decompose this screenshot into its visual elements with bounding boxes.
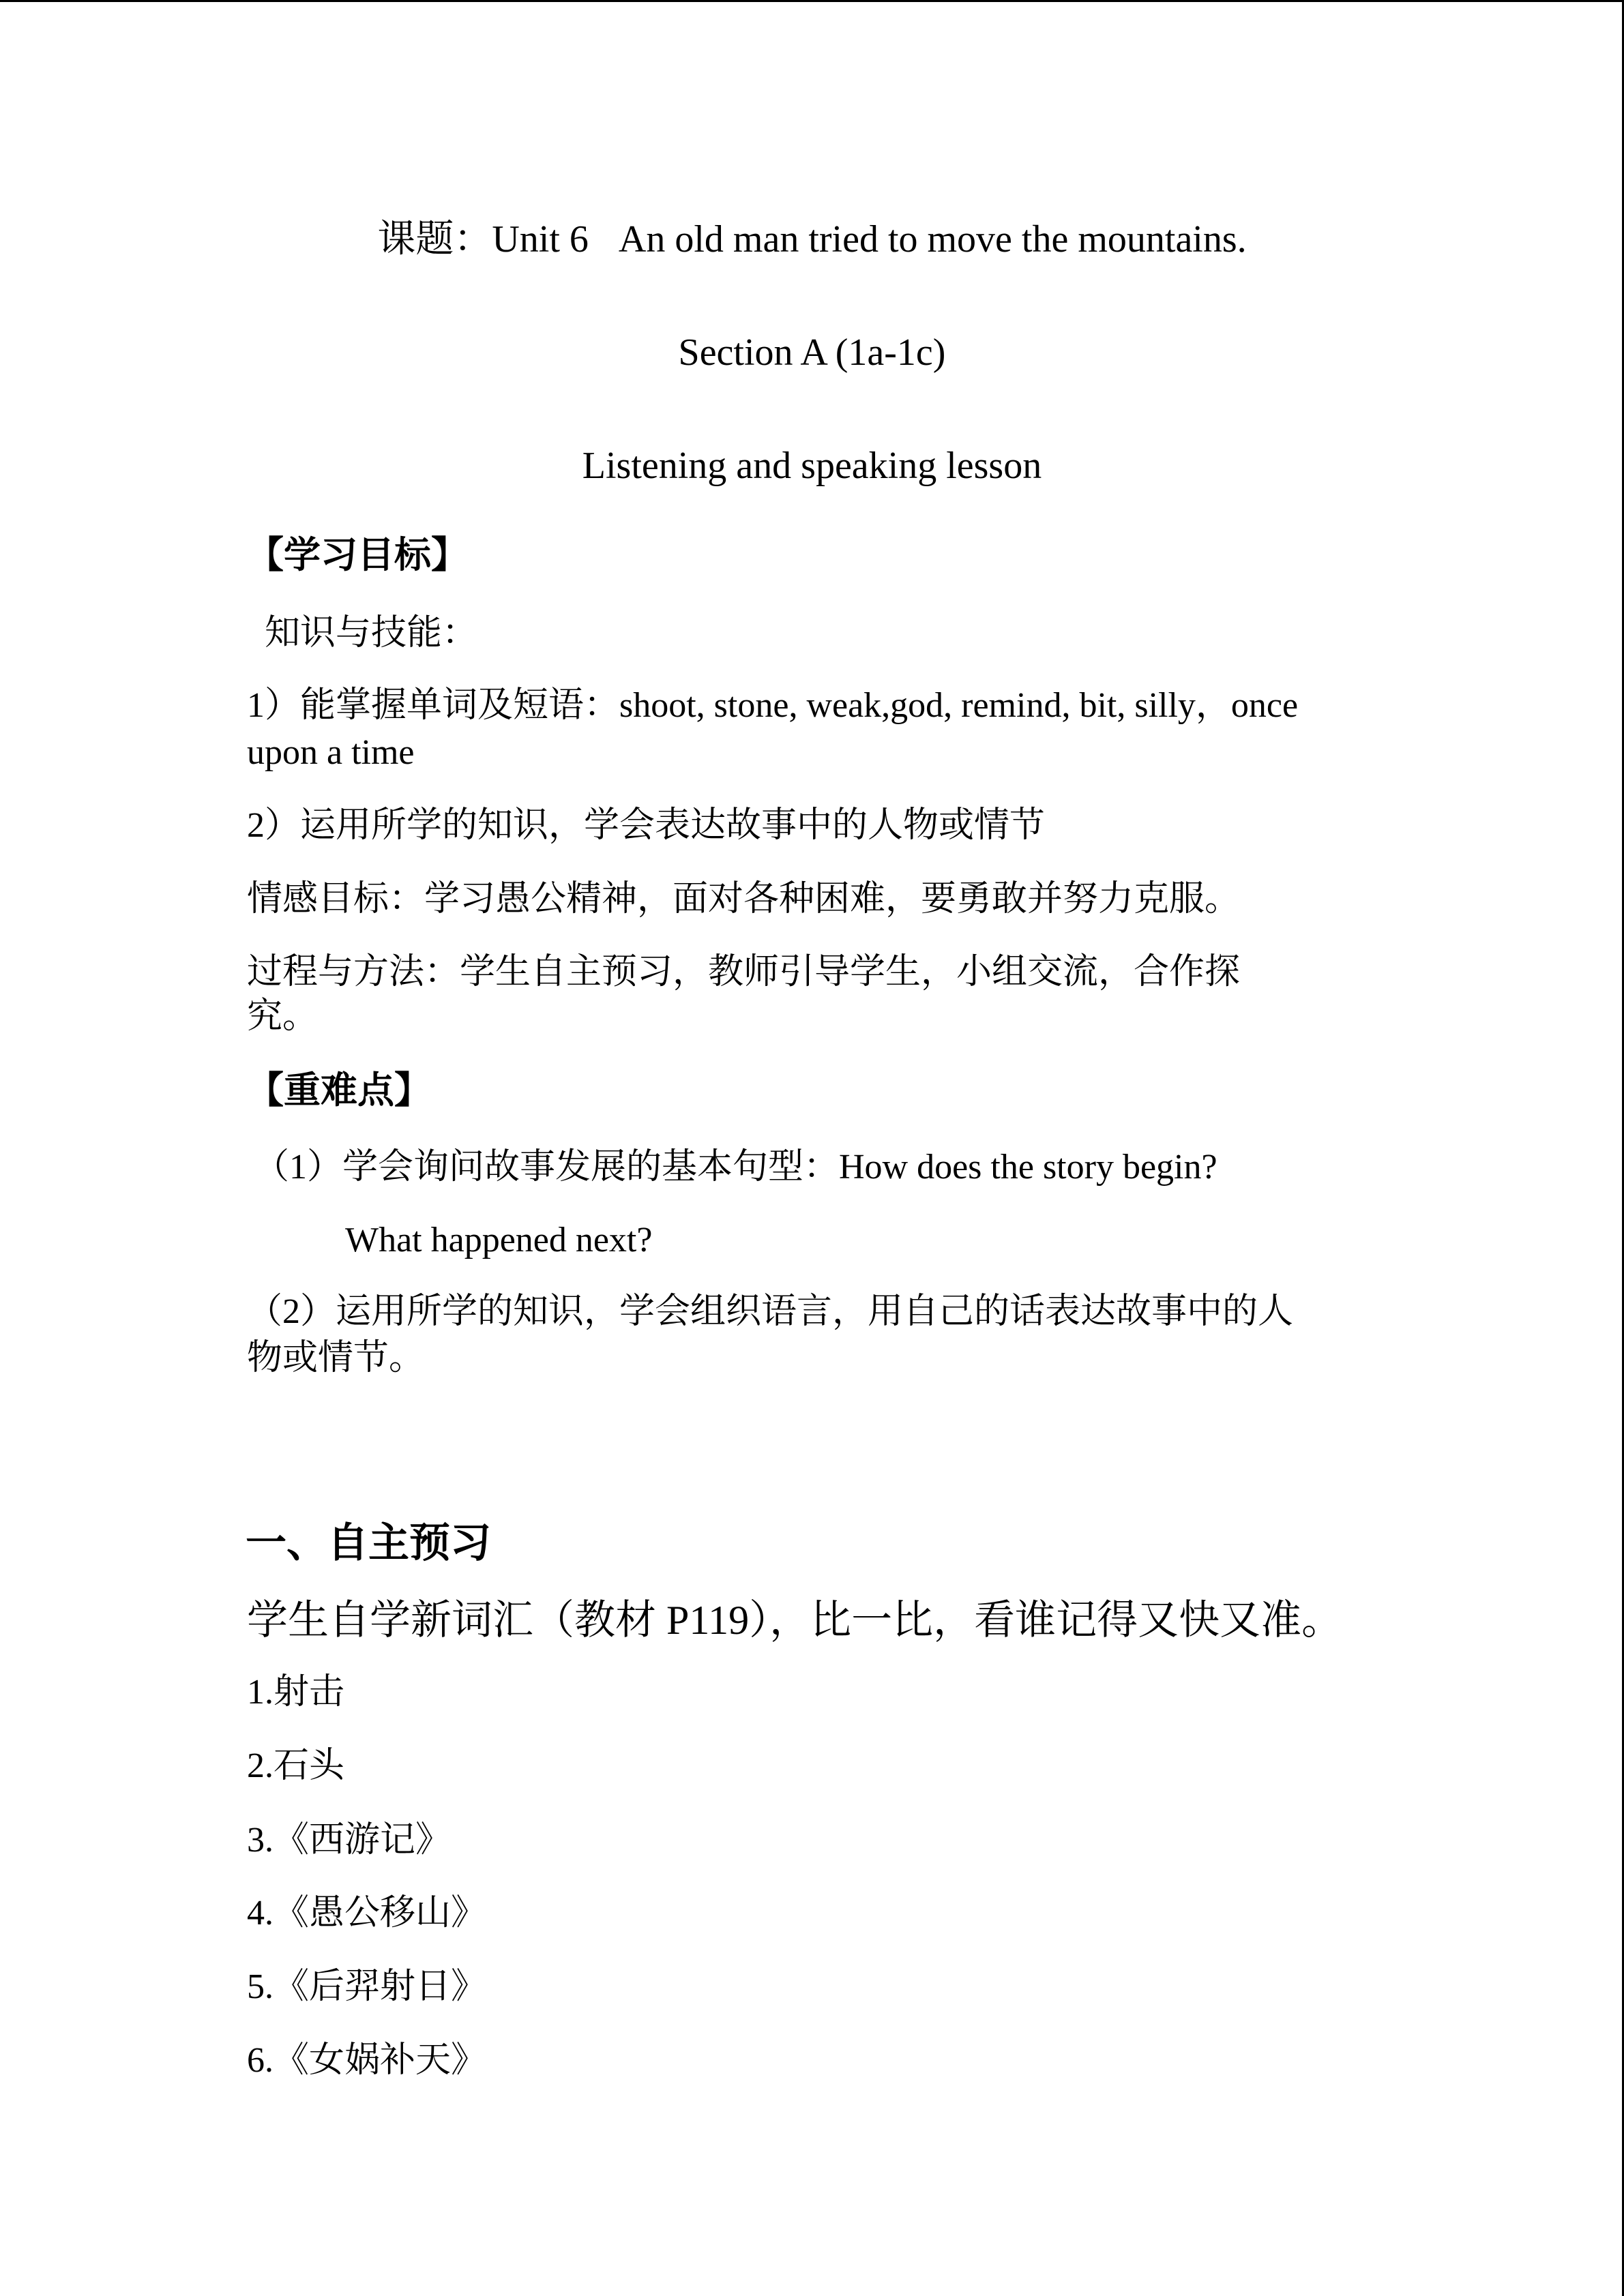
lesson-title [0, 215, 1624, 263]
objective-item-1-cont: upon a time [247, 733, 415, 772]
key-points-heading: 【重难点】 [247, 1069, 431, 1112]
key-point-2-cont: 物或情节。 [247, 1339, 425, 1377]
objective-item-1: 1）能掌握单词及短语：shoot, stone, weak,god, remind, bit, silly，once [247, 686, 1299, 725]
emotion-goal: 情感目标：学习愚公精神，面对各种困难，要勇敢并努力克服。 [247, 880, 1241, 919]
vocab-item: 2.石头 [247, 1746, 345, 1785]
key-point-1: （1）学会询问故事发展的基本句型：How does the story begin? [254, 1148, 1217, 1187]
preview-heading: 一、自主预习 [246, 1519, 491, 1567]
process-method: 过程与方法：学生自主预习，教师引导学生，小组交流，合作探 [247, 953, 1241, 992]
knowledge-label: 知识与技能： [265, 614, 478, 653]
title-topic: An old man tried to move the mountains. [618, 218, 1247, 260]
title-prefix: 课题： [377, 218, 492, 260]
key-point-2: （2）运用所学的知识，学会组织语言，用自己的话表达故事中的人 [247, 1292, 1294, 1331]
title-unit: Unit 6 [492, 218, 589, 260]
preview-instruction: 学生自学新词汇（教材 P119），比一比，看谁记得又快又准。 [247, 1598, 1343, 1643]
section-label: Section A (1a-1c) [678, 331, 946, 374]
vocab-item: 3.《西游记》 [247, 1821, 452, 1860]
lesson-type: Listening and speaking lesson [582, 445, 1042, 487]
page-border-top [0, 0, 1624, 2]
objectives-heading: 【学习目标】 [247, 533, 468, 576]
vocab-item: 4.《愚公移山》 [247, 1894, 487, 1933]
objective-item-2: 2）运用所学的知识，学会表达故事中的人物或情节 [247, 806, 1046, 845]
process-method-cont: 究。 [247, 997, 319, 1036]
vocab-item: 6.《女娲补天》 [247, 2041, 487, 2080]
vocab-item: 5.《后羿射日》 [247, 1967, 487, 2006]
key-point-1-cont: What happened next? [345, 1221, 653, 1259]
vocab-item: 1.射击 [247, 1673, 345, 1712]
